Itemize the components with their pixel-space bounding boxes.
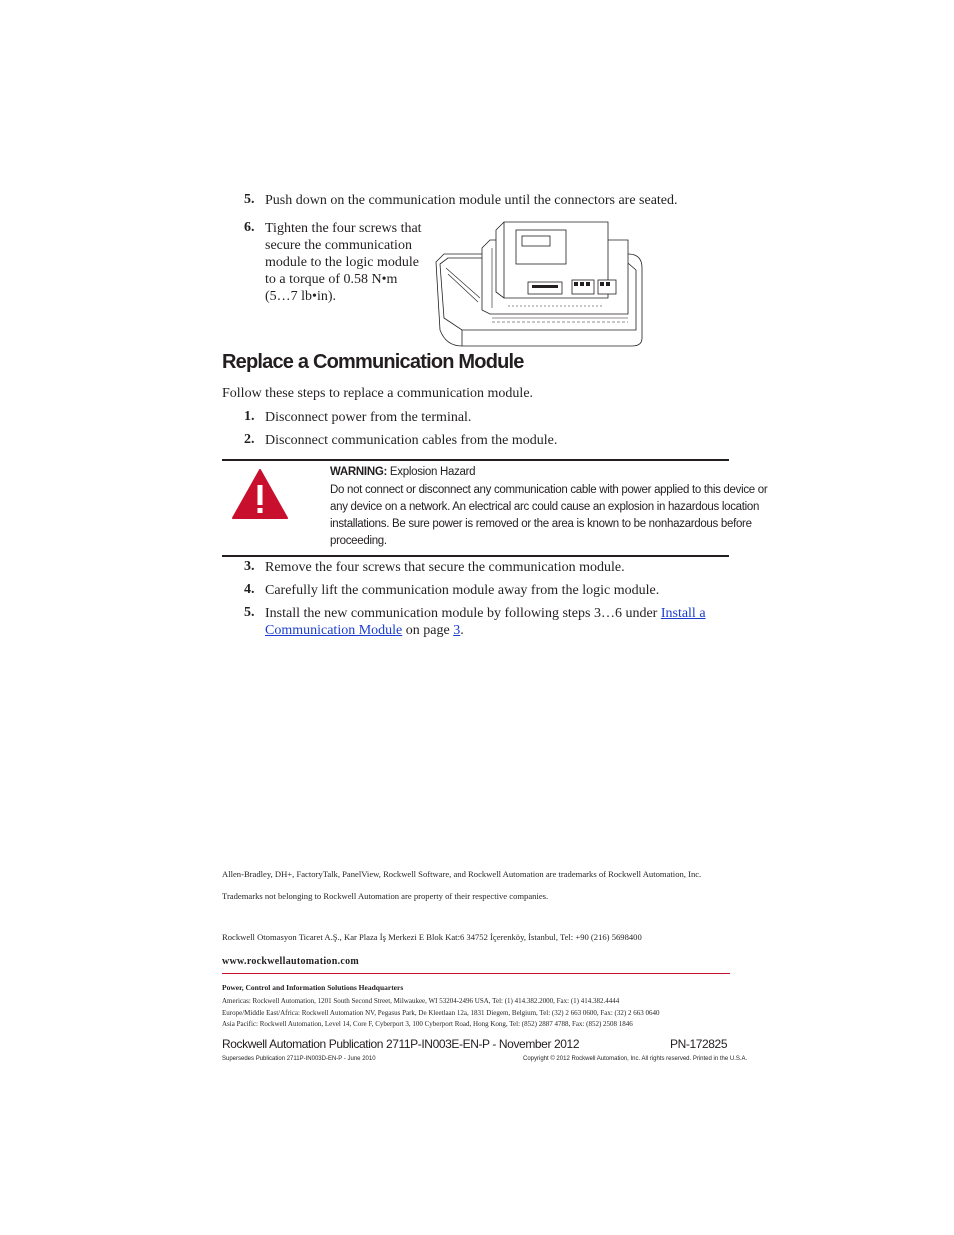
step-number: 5.: [244, 192, 255, 207]
install-module-link-cont[interactable]: Communication Module: [265, 623, 403, 638]
step-text-part: on page: [402, 623, 454, 638]
warning-heading: [330, 464, 475, 481]
address-line: Asia Pacific: Rockwell Automation, Level 14, Core F, Cyberport 3, 100 Cyberport Road, Hong Kong, Tel: (852) 2887 4788, Fax: (852) 2508 1846: [222, 1020, 633, 1028]
warning-title: Explosion Hazard: [389, 466, 476, 478]
address-line: Europe/Middle East/Africa: Rockwell Automation NV, Pegasus Park, De Kleetlaan 12a, 1831 Diegem, Belgium, Tel: (32) 2 663 0600, Fax: (32) 2 663 0640: [222, 1008, 660, 1017]
hq-title: Power, Control and Information Solutions Headquarters: [222, 983, 404, 992]
step-line: [265, 605, 705, 622]
supersedes-text: Supersedes Publication 2711P-IN003D-EN-P - June 2010: [222, 1056, 376, 1062]
turkey-address: Rockwell Otomasyon Ticaret A.Ş., Kar Plaza İş Merkezi E Blok Kat:6 34752 İçerenköy, İstanbul, Tel: +90 (216) 5698400: [222, 932, 642, 942]
step-text-multiline: [265, 220, 435, 305]
warning-box: [222, 459, 768, 557]
step-text-part: .: [460, 623, 464, 638]
step-line: to a torque of 0.58 N•m: [265, 272, 398, 287]
step-line: (5…7 lb•in).: [265, 289, 337, 304]
step-number: 5.: [244, 605, 255, 620]
step-line: secure the communication: [265, 238, 412, 253]
page-link[interactable]: 3: [453, 623, 461, 638]
section-title: Replace a Communication Module: [222, 351, 524, 373]
warning-line: proceeding.: [330, 535, 387, 547]
address-line: Americas: Rockwell Automation, 1201 South Second Street, Milwaukee, WI 53204-2496 USA, Tel: (1) 414.382.2000, Fax: (1) 414.382.4444: [222, 997, 620, 1005]
warning-line: Do not connect or disconnect any communication cable with power applied to this device or: [330, 484, 768, 496]
step-line: module to the logic module: [265, 255, 419, 270]
step-number: 4.: [244, 582, 255, 597]
trademarks-text: Allen-Bradley, DH+, FactoryTalk, PanelView, Rockwell Software, and Rockwell Automation are trademarks of Rockwell Automation, Inc.: [222, 869, 702, 879]
warning-body: [330, 482, 767, 550]
step-text: Disconnect communication cables from the module.: [265, 433, 558, 448]
step-text-part: Install the new communication module by following steps 3…6 under: [265, 606, 661, 621]
warning-label: WARNING:: [330, 466, 388, 478]
step-line: [265, 622, 705, 639]
step-text: Remove the four screws that secure the communication module.: [265, 560, 625, 575]
copyright-text: Copyright © 2012 Rockwell Automation, Inc. All rights reserved. Printed in the U.S.A.: [523, 1056, 748, 1062]
website-link[interactable]: www.rockwellautomation.com: [222, 956, 360, 967]
step-number: 2.: [244, 432, 255, 447]
step-text: Carefully lift the communication module away from the logic module.: [265, 583, 660, 598]
part-number: PN-172825: [670, 1037, 728, 1051]
warning-triangle-icon: [230, 467, 290, 521]
step-line: Tighten the four screws that: [265, 221, 422, 236]
hq-addresses: [222, 996, 659, 1031]
communication-module-illustration: [432, 218, 650, 350]
step-text: Push down on the communication module until the connectors are seated.: [265, 193, 678, 208]
step-text-with-link: [265, 605, 705, 639]
publication-number: Rockwell Automation Publication 2711P-IN003E-EN-P - November 2012: [222, 1037, 580, 1051]
section-intro: Follow these steps to replace a communication module.: [222, 386, 534, 401]
footer-rule: [222, 973, 730, 974]
step-text: Disconnect power from the terminal.: [265, 410, 472, 425]
step-number: 6.: [244, 220, 255, 235]
trademarks-other-text: Trademarks not belonging to Rockwell Automation are property of their respective companies.: [222, 891, 549, 901]
install-module-link[interactable]: Install a: [660, 606, 706, 621]
step-number: 3.: [244, 559, 255, 574]
warning-line: any device on a network. An electrical arc could cause an explosion in hazardous location: [330, 501, 760, 513]
step-number: 1.: [244, 409, 255, 424]
warning-line: installations. Be sure power is removed or the area is known to be nonhazardous before: [330, 518, 752, 530]
